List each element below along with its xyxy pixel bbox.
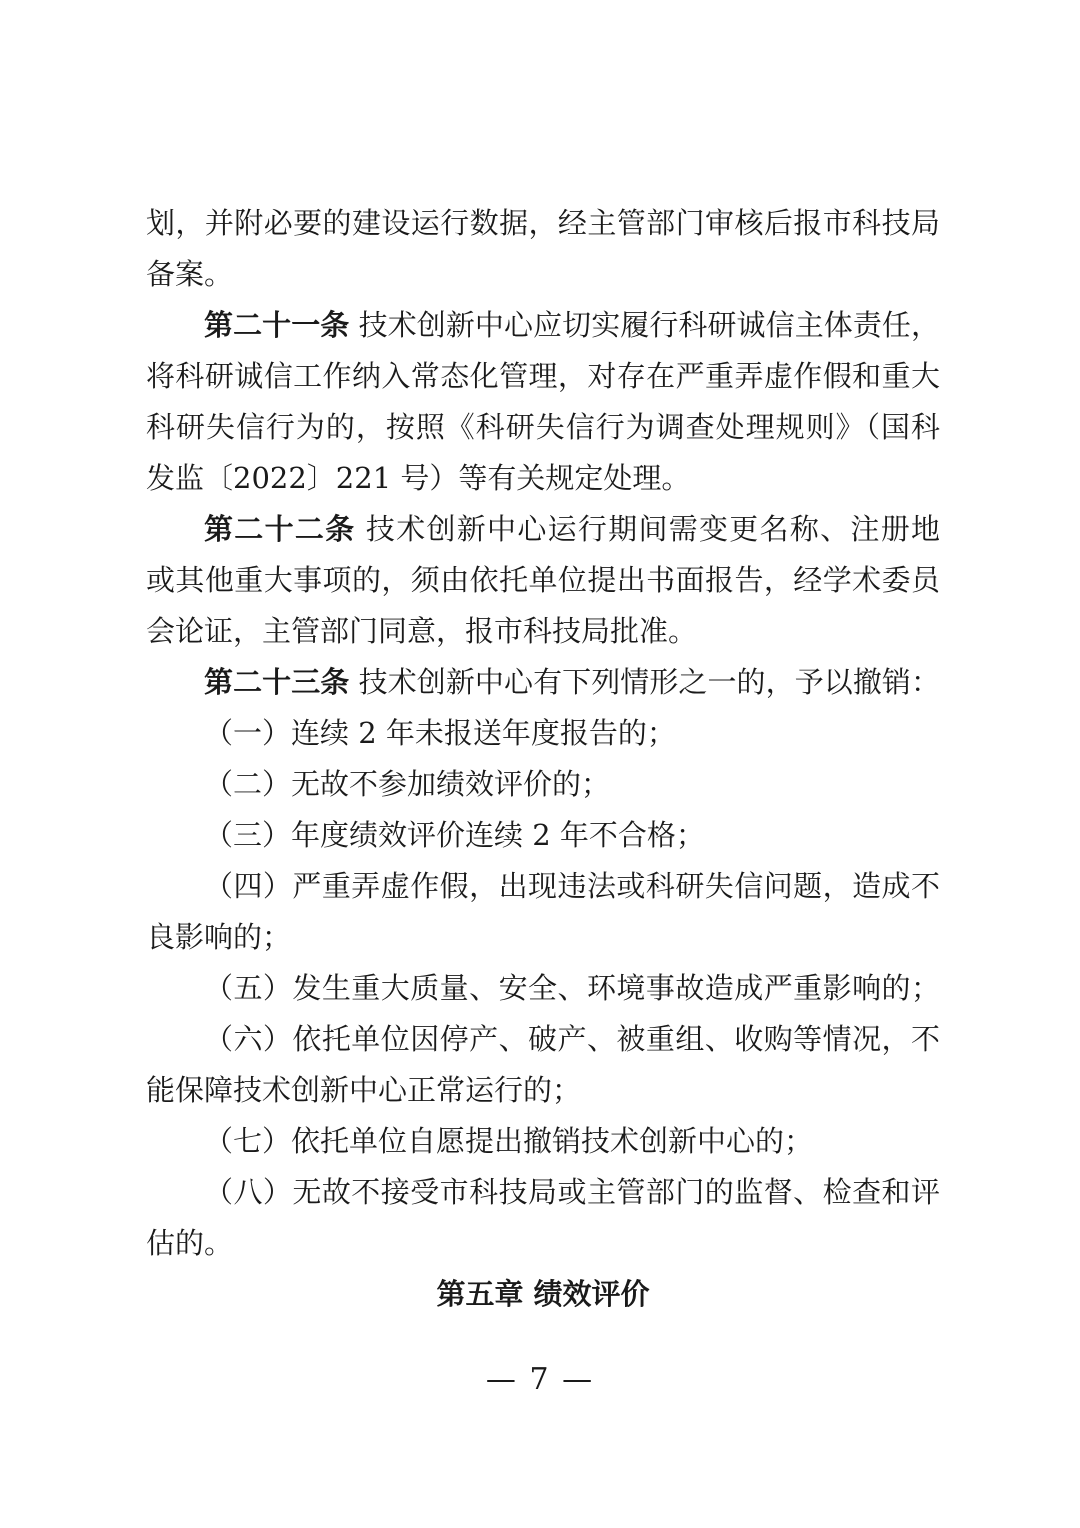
text-line (146, 606, 940, 657)
line-text: 发监〔2022〕221 号）等有关规定处理。 (146, 461, 691, 495)
article-number: 第二十三条 (204, 665, 350, 699)
page-number: — 7 — (485, 1362, 595, 1397)
line-text: 科研失信行为的，按照《科研失信行为调查处理规则》（国科 (146, 410, 940, 444)
text-line (146, 453, 940, 504)
text-line (146, 1116, 940, 1167)
text-line (146, 249, 940, 300)
line-text: （二）无故不参加绩效评价的； (204, 767, 611, 801)
text-line (146, 1014, 940, 1065)
line-text: 技术创新中心运行期间需变更名称、注册地 (355, 512, 940, 546)
text-line (146, 759, 940, 810)
text-line (146, 555, 940, 606)
text-line (146, 198, 940, 249)
line-text: 估的。 (146, 1226, 234, 1260)
document-body (146, 198, 940, 1320)
text-line (146, 912, 940, 963)
article-number: 第二十二条 (204, 512, 356, 546)
line-text: （七）依托单位自愿提出撤销技术创新中心的； (204, 1124, 814, 1158)
line-text: 将科研诚信工作纳入常态化管理，对存在严重弄虚作假和重大 (146, 359, 940, 393)
text-line (146, 300, 940, 351)
line-text: 划，并附必要的建设运行数据，经主管部门审核后报市科技局 (146, 206, 940, 240)
line-text: （六）依托单位因停产、破产、被重组、收购等情况，不 (204, 1022, 940, 1056)
text-line (146, 402, 940, 453)
line-text: （五）发生重大质量、安全、环境事故造成严重影响的； (204, 971, 940, 1005)
text-line (146, 861, 940, 912)
text-line (146, 1218, 940, 1269)
line-text: （八）无故不接受市科技局或主管部门的监督、检查和评 (204, 1175, 940, 1209)
line-text: 技术创新中心应切实履行科研诚信主体责任， (349, 308, 940, 342)
line-text: 能保障技术创新中心正常运行的； (146, 1073, 582, 1107)
line-text: 技术创新中心有下列情形之一的，予以撤销： (349, 665, 940, 699)
text-line (146, 351, 940, 402)
line-text: 备案。 (146, 257, 234, 291)
line-text: 或其他重大事项的，须由依托单位提出书面报告，经学术委员 (146, 563, 940, 597)
line-text: 良影响的； (146, 920, 292, 954)
text-line (146, 963, 940, 1014)
text-line (146, 708, 940, 759)
line-text: （三）年度绩效评价连续 2 年不合格； (204, 818, 705, 852)
text-line (146, 657, 940, 708)
line-text: （四）严重弄虚作假，出现违法或科研失信问题，造成不 (204, 869, 940, 903)
text-line (146, 1167, 940, 1218)
article-number: 第二十一条 (204, 308, 350, 342)
text-line (146, 504, 940, 555)
line-text: 会论证，主管部门同意，报市科技局批准。 (146, 614, 698, 648)
chapter-heading: 第五章 绩效评价 (436, 1277, 650, 1311)
text-line (146, 810, 940, 861)
line-text: （一）连续 2 年未报送年度报告的； (204, 716, 676, 750)
text-line (146, 1065, 940, 1116)
